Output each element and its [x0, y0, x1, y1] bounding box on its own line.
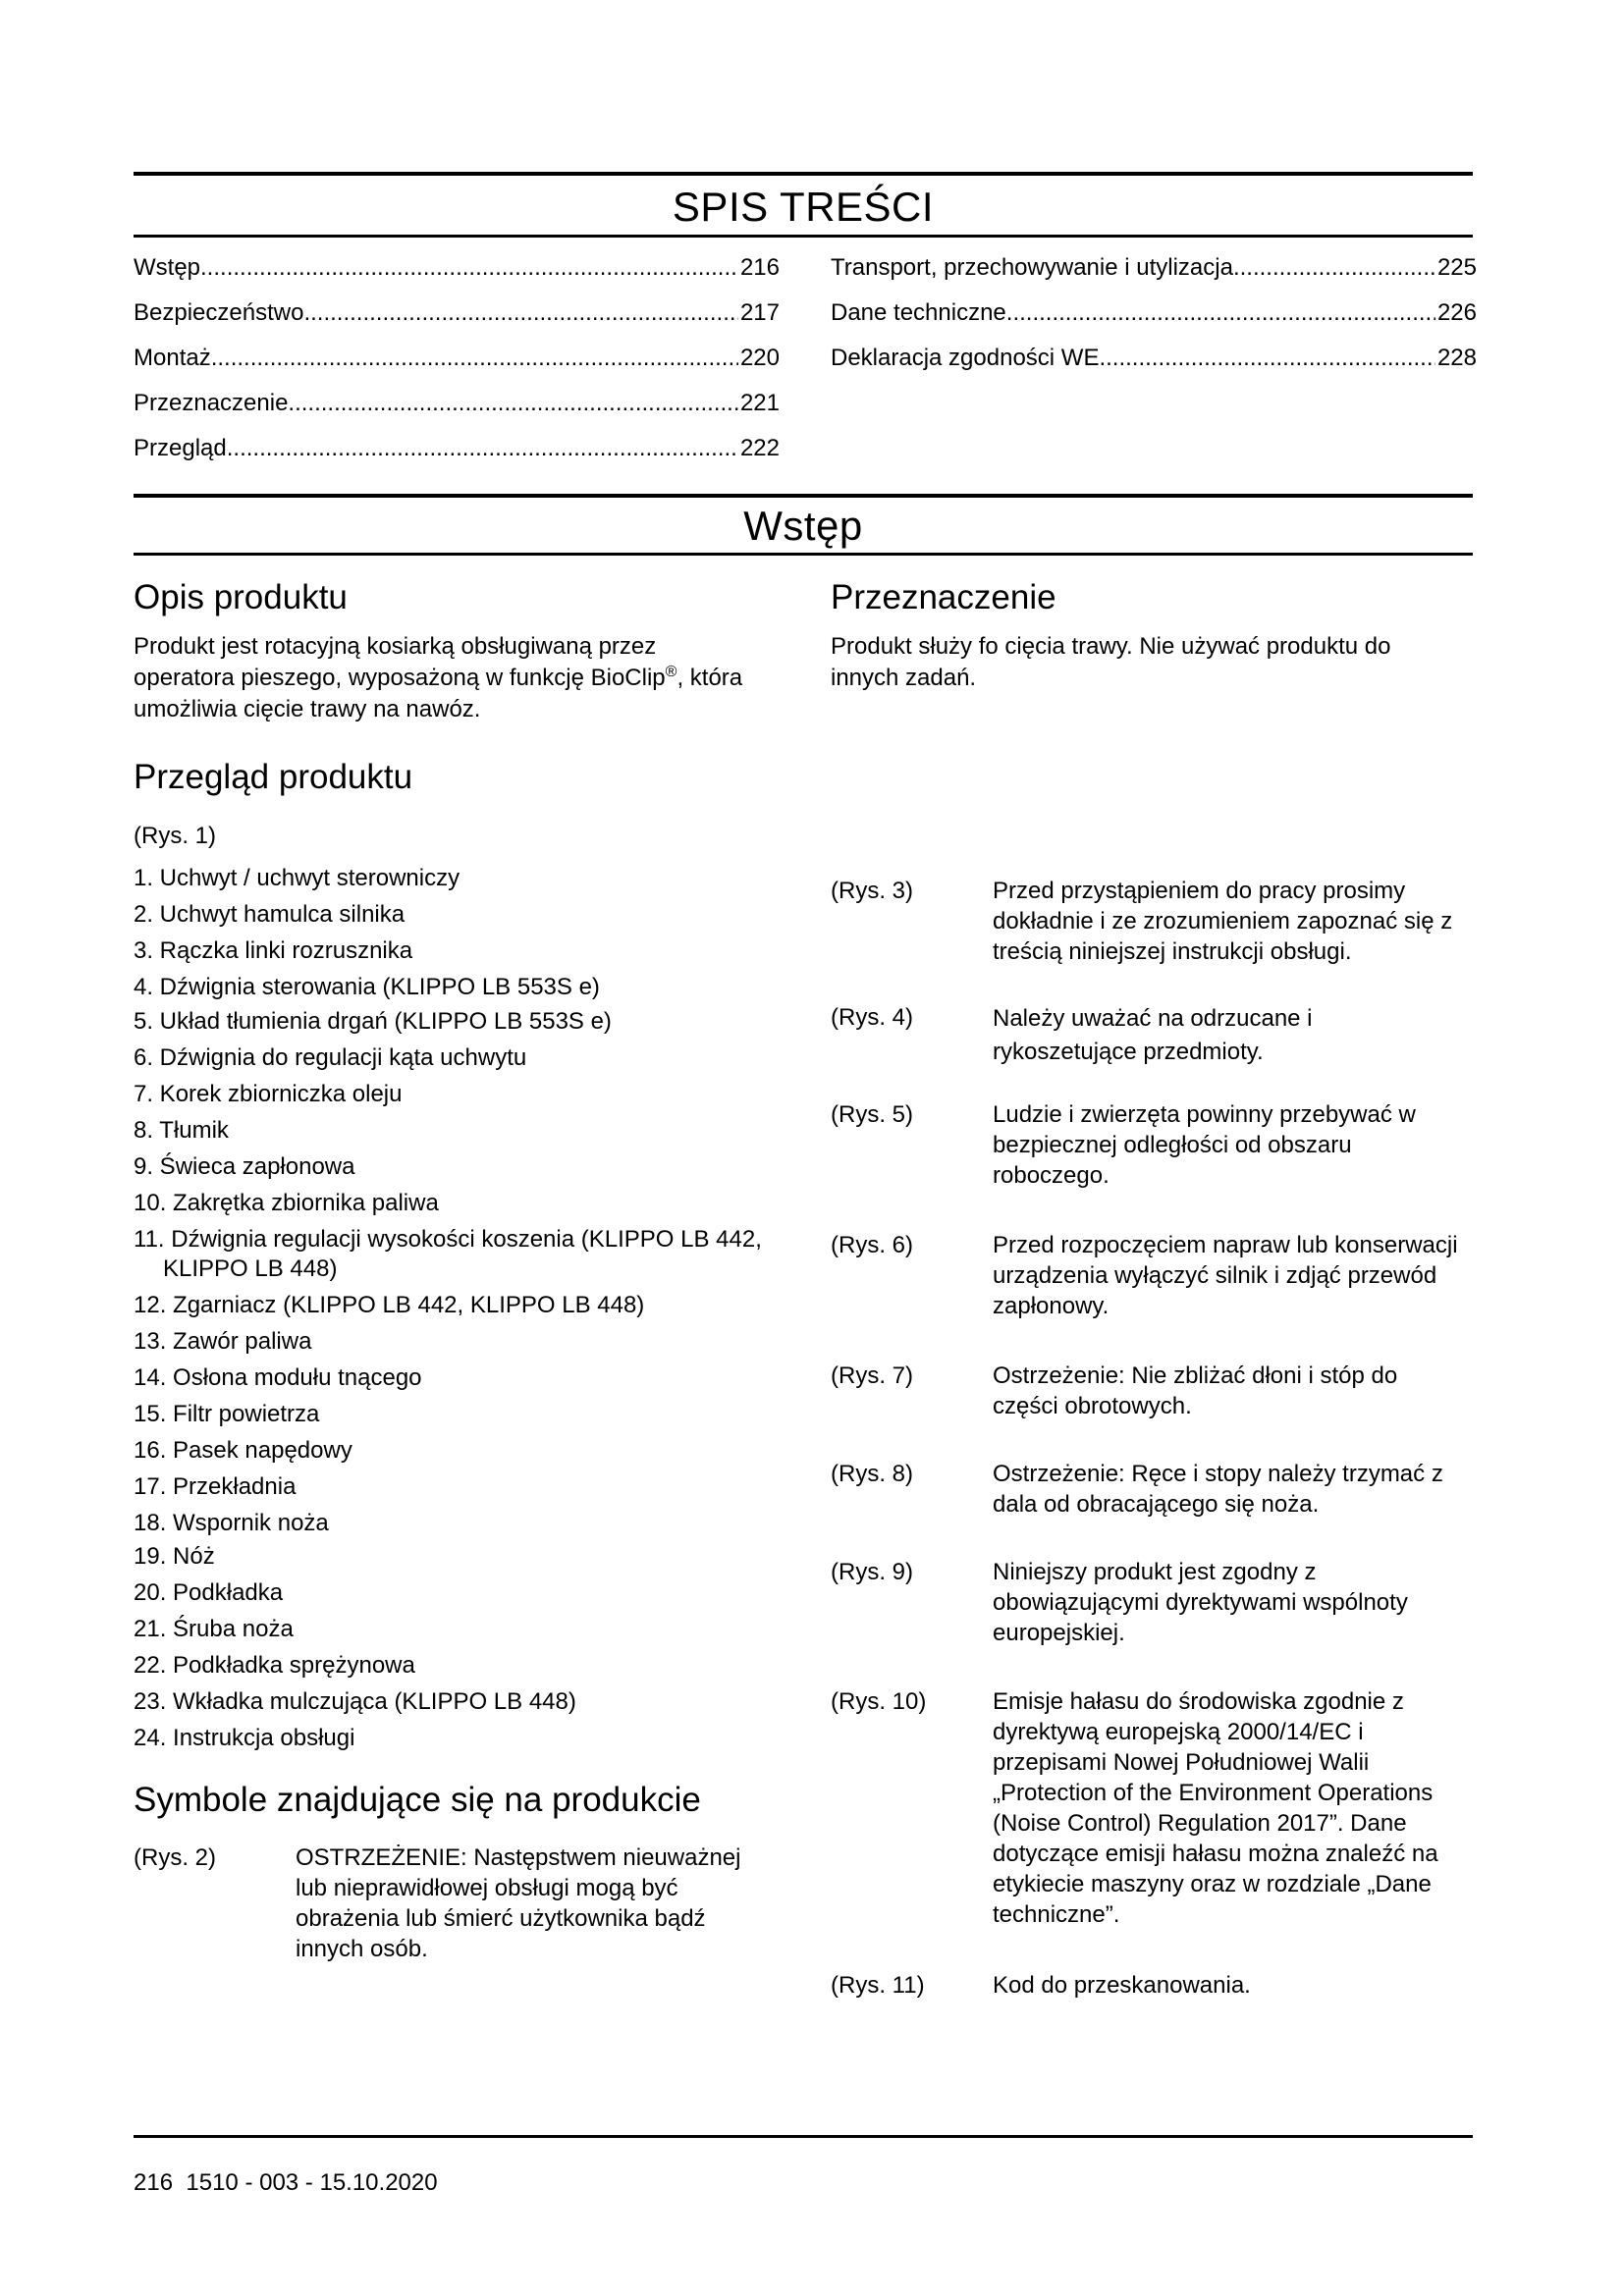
list-item: 21. Śruba noża: [134, 1616, 294, 1642]
symbol-text: Przed rozpoczęciem napraw lub konserwacji urządzenia wyłączyć silnik i zdjąć przewód zapłonowy.: [993, 1232, 1458, 1319]
list-item: 13. Zawór paliwa: [134, 1328, 312, 1355]
symbol-text: Ludzie i zwierzęta powinny przebywać w bezpiecznej odległości od obszaru roboczego.: [993, 1101, 1416, 1189]
toc-entry[interactable]: Przeznaczenie ..... 221: [134, 381, 780, 426]
registered-mark: ®: [665, 664, 677, 680]
toc-entry[interactable]: Przegląd ..... 222: [134, 426, 780, 471]
symbol-ref: (Rys. 5): [831, 1101, 913, 1128]
przeznaczenie-heading: Przeznaczenie: [831, 578, 1056, 616]
section-title: Wstęp: [743, 503, 863, 549]
przeglad-ref: (Rys. 1): [134, 823, 216, 849]
list-item: 4. Dźwignia sterowania (KLIPPO LB 553S e): [134, 974, 600, 1000]
list-item: 16. Pasek napędowy: [134, 1437, 352, 1464]
toc-entry[interactable]: Dane techniczne ..... 226: [831, 291, 1477, 336]
symbol-text: OSTRZEŻENIE: Następstwem nieuważnej lub nieprawidłowej obsługi mogą być obrażenia lub śmierć użytkownika bądź innych osób.: [296, 1844, 741, 1962]
list-item: 14. Osłona modułu tnącego: [134, 1364, 422, 1391]
symbol-ref: (Rys. 11): [831, 1972, 925, 1999]
symbol-ref: (Rys. 8): [831, 1461, 913, 1487]
opis-heading: Opis produktu: [134, 578, 348, 616]
list-item: 7. Korek zbiorniczka oleju: [134, 1081, 403, 1107]
symbol-row: [831, 1686, 1479, 1930]
przeznaczenie-text: Produkt służy fo cięcia trawy. Nie używać produktu do innych zadań.: [831, 633, 1391, 691]
list-item: 9. Świeca zapłonowa: [134, 1153, 355, 1180]
section-bottom-rule: [134, 553, 1473, 556]
toc-title: SPIS TREŚCI: [672, 184, 935, 230]
symbol-row: [831, 1970, 1479, 2001]
list-item: 5. Układ tłumienia drgań (KLIPPO LB 553S e): [134, 1008, 612, 1035]
toc-left-column: [134, 245, 780, 471]
symbol-text: Ostrzeżenie: Nie zbliżać dłoni i stóp do części obrotowych.: [993, 1362, 1398, 1419]
list-item: 17. Przekładnia: [134, 1473, 297, 1500]
symbol-ref: (Rys. 10): [831, 1688, 927, 1715]
toc-entry[interactable]: Wstęp ..... 216: [134, 245, 780, 291]
list-item: 2. Uchwyt hamulca silnika: [134, 901, 406, 928]
list-item: 22. Podkładka sprężynowa: [134, 1652, 415, 1679]
toc-top-rule: [134, 172, 1473, 176]
toc-bottom-rule: [134, 235, 1473, 238]
list-item: 3. Rączka linki rozrusznika: [134, 937, 413, 964]
footer-rule: [134, 2135, 1473, 2138]
page-footer: 216 1510 - 003 - 15.10.2020: [134, 2169, 438, 2196]
toc-entry[interactable]: Transport, przechowywanie i utylizacja ..... 225: [831, 245, 1477, 291]
list-item: 19. Nóż: [134, 1543, 215, 1570]
list-item: 18. Wspornik noża: [134, 1510, 329, 1536]
toc-entry[interactable]: Montaż ..... 220: [134, 336, 780, 381]
symbol-text: Kod do przeskanowania.: [993, 1972, 1251, 1999]
product-parts-list: [134, 864, 782, 1753]
przeglad-heading: Przegląd produktu: [134, 758, 413, 796]
symbol-row: [831, 1459, 1479, 1520]
symbol-row: [831, 876, 1479, 967]
symbol-row: [831, 1557, 1479, 1648]
list-item: 1. Uchwyt / uchwyt sterowniczy: [134, 865, 460, 891]
list-item: 20. Podkładka: [134, 1579, 284, 1606]
symbol-text: Niniejszy produkt jest zgodny z obowiązującymi dyrektywami wspólnoty europejskiej.: [993, 1559, 1408, 1646]
symbol-row: [831, 1002, 1385, 1069]
symbol-ref: (Rys. 3): [831, 878, 913, 904]
symbol-ref: (Rys. 2): [134, 1844, 216, 1871]
list-item: 10. Zakrętka zbiornika paliwa: [134, 1190, 439, 1216]
list-item: 11. Dźwignia regulacji wysokości koszenia (KLIPPO LB 442, KLIPPO LB 448): [134, 1226, 762, 1282]
symbol-ref: (Rys. 6): [831, 1232, 913, 1258]
symbol-row: [831, 1361, 1464, 1421]
symbol-text: Ostrzeżenie: Ręce i stopy należy trzymać z dala od obracającego się noża.: [993, 1461, 1443, 1518]
list-item: 12. Zgarniacz (KLIPPO LB 442, KLIPPO LB 448): [134, 1292, 645, 1318]
toc-entry[interactable]: Bezpieczeństwo ..... 217: [134, 291, 780, 336]
list-item: 15. Filtr powietrza: [134, 1401, 320, 1427]
symbol-text: Przed przystąpieniem do pracy prosimy dokładnie i ze zrozumieniem zapoznać się z treścią niniejszej instrukcji obsługi.: [993, 878, 1453, 965]
symbol-row: [134, 1842, 757, 1964]
symbol-row: [831, 1099, 1464, 1191]
list-item: 6. Dźwignia do regulacji kąta uchwytu: [134, 1044, 527, 1071]
symbol-text: Emisje hałasu do środowiska zgodnie z dyrektywą europejską 2000/14/EC i przepisami Nowej Południowej Walii „Protection of the Environment Operations (Noise Control) Regulation 2017”. Dane dotyczące emisji hałasu można znaleźć na etykiecie maszyny oraz w rozdziale „Dane techniczne”.: [993, 1688, 1438, 1928]
symbol-row: [831, 1230, 1479, 1321]
list-item: 24. Instrukcja obsługi: [134, 1725, 355, 1751]
symbol-ref: (Rys. 7): [831, 1362, 913, 1389]
toc-entry[interactable]: Deklaracja zgodności WE ..... 228: [831, 336, 1477, 381]
list-item: 23. Wkładka mulczująca (KLIPPO LB 448): [134, 1688, 576, 1715]
opis-text: Produkt jest rotacyjną kosiarką obsługiwaną przez operatora pieszego, wyposażoną w funkcję BioClip®, która umożliwia cięcie trawy na nawóz.: [134, 633, 743, 722]
symbol-ref: (Rys. 9): [831, 1559, 913, 1585]
symbol-ref: (Rys. 4): [831, 1004, 913, 1031]
symbol-text: Należy uważać na odrzucane i rykoszetujące przedmioty.: [993, 1005, 1313, 1065]
section-top-rule: [134, 494, 1473, 498]
list-item: 8. Tłumik: [134, 1117, 229, 1144]
symbole-heading: Symbole znajdujące się na produkcie: [134, 1781, 701, 1819]
toc-right-column: [831, 245, 1477, 381]
